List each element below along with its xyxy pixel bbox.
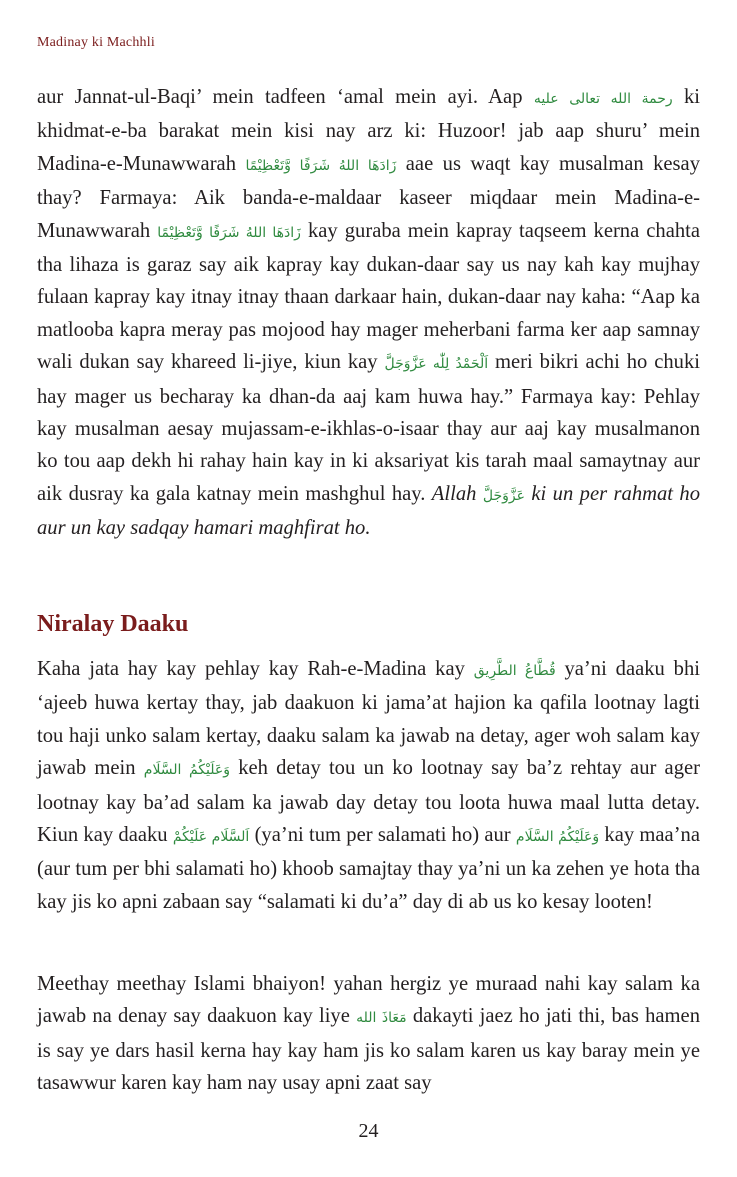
running-header: Madinay ki Machhli: [37, 35, 155, 50]
text-run: aur Jannat-ul-Baqi’ mein tadfeen ‘amal mein ayi. Aap: [37, 86, 523, 108]
page-number: 24: [358, 1120, 379, 1142]
arabic-phrase: قُطَّاعُ الطَّرِيق: [473, 663, 556, 679]
arabic-phrase: وَعَلَيْكُمُ السَّلَام: [143, 762, 230, 779]
arabic-phrase: وَعَلَيْكُمُ السَّلَام: [515, 829, 600, 846]
body-paragraph-1: [37, 81, 700, 545]
text-run: meri bikri achi ho chuki hay mager us becharay ka dhan-da aaj kam huwa hay.” Farmaya kay: Pehlay kay musalman aesay mujassam-e-ikhlas-o-isaar thay aur aaj kay musalmanon ko tou aap dekh hi rahay hain kay in ki aksariyat kis tarah maal samaytnay aur aik dusray ka gala katnay mein mashghul hay.: [37, 351, 700, 505]
text-run: (ya’ni tum per salamati ho) aur: [254, 824, 511, 847]
text-run: ki khidmat-e-ba barakat mein kisi nay arz ki: Huzoor! jab aap shuru’ mein Madina-e-Munawwarah: [37, 86, 700, 175]
arabic-phrase: اَلسَّلَام عَلَيْكُمْ: [172, 829, 250, 846]
italic-text-run: Allah: [431, 482, 477, 505]
text-run: kay maa’na (aur tum per bhi salamati ho) khoob samajtay thay ya’ni un ka zehen ye hota tha kay jis ko apni zabaan say “salamati ki du’a” day di ab us ko kesay looten!: [37, 824, 700, 913]
arabic-honorific: عَزَّوَجَلَّ: [482, 487, 525, 504]
italic-text-run: ki un per rahmat ho aur un kay sadqay hamari maghfirat ho.: [37, 482, 701, 540]
body-paragraph-3: [37, 968, 700, 1100]
text-run: aae us waqt kay musalman kesay thay? Farmaya: Aik banda-e-maldaar kaseer miqdaar mein Madina-e-Munawwarah: [37, 152, 700, 242]
arabic-honorific: زَادَهَا اللهُ شَرَفًا وَّتَعْظِيْمًا: [157, 224, 301, 241]
section-heading: Niralay Daaku: [37, 611, 189, 637]
arabic-honorific: زَادَهَا اللهُ شَرَفًا وَّتَعْظِيْمًا: [245, 157, 397, 174]
text-run: dakayti jaez ho jati thi, bas hamen is say ye dars hasil kerna hay kay ham jis ko salam karen us kay baray mein ye tasawwur karen kay ham nay usay apni zaat say: [37, 1005, 700, 1095]
arabic-honorific: رحمة الله تعالى عليه: [533, 91, 673, 107]
arabic-phrase: مَعَاذَ الله: [356, 1010, 407, 1027]
text-run: kay guraba mein kapray taqseem kerna chahta tha lihaza is garaz say aik kapray kay dukan-daar say us nay kah kay mujhay fulaan kapray kay itnay itnay thaan darkaar hain, dukan-daar nay kaha: “Aap ka matlooba kapra meray pas mojood hay mager meherbani farma ker aap samnay wali dukan say khareed li-jiye, kiun kay: [37, 219, 701, 374]
text-run: keh detay tou un ko lootnay say ba’z rehtay aur ager lootnay kay ba’ad salam ka jawab day detay tou loota huwa maal lutta detay. Kiun kay daaku: [37, 757, 700, 847]
arabic-honorific: اَلْحَمْدُ لِلّٰه عَزَّوَجَلَّ: [384, 356, 489, 373]
text-run: Kaha jata hay kay pehlay kay Rah-e-Madina kay: [37, 658, 465, 680]
text-run: ya’ni daaku bhi ‘ajeeb huwa kertay thay, jab daakuon ki jama’at hajion ka qafila lootnay lagti tou haji unko salam kertay, daaku salam ka jawab na detay, ager woh salam kay jawab mein: [37, 658, 700, 780]
text-run: Meethay meethay Islami bhaiyon! yahan hergiz ye muraad nahi kay salam ka jawab na denay say daakuon kay liye: [37, 973, 700, 1028]
body-paragraph-2: [37, 653, 700, 918]
